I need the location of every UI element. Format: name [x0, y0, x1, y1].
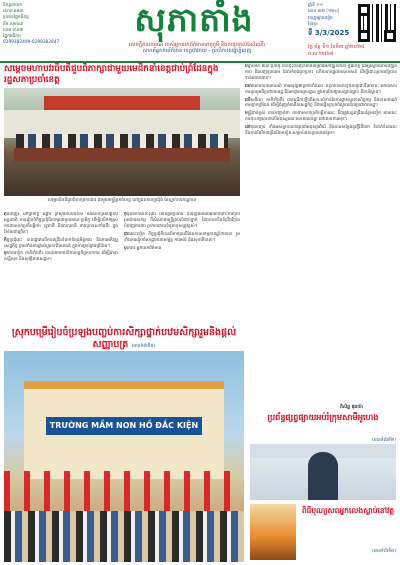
masthead-tagline	[72, 42, 322, 55]
paragraph: កិច្ចប្រជុំនេះ បានផ្តោតលើការពង្រឹងទំនាក់ទំនងមិត្តភាព និងការអភិវឌ្ឍសេដ្ឋកិច្ច ព្រមទាំងការផ្លាស់ប្តូរបទពិសោធន៍ ក្នុងការគ្រប់គ្រងព្រំដែន។	[4, 237, 118, 249]
publisher-line: ផ្នែកអធិការ	[3, 34, 21, 40]
school-sign: TRƯỜNG MẦM NON HỒ ĐẮC KIỆN	[46, 417, 202, 435]
masthead	[0, 0, 400, 62]
second-story-title: ស្រុកបម្រើរៀបចំប្រឡងបញ្ចប់ការសិក្សាថ្នាក់បឋមសិក្សារួមនិងផ្តល់សញ្ញាបត្រ	[11, 327, 237, 350]
publisher-info	[3, 3, 63, 46]
lead-headline[interactable]: សម្តេចមហាបវរធិបតីជួបពិភាក្សាជាមួយមេដឹកនាំខេត្តជាប់ព្រំដែនក្នុងរដ្ឋសភាប្រចាំខេត្ត	[4, 64, 219, 85]
date-line: ថ្ងៃ ច័ន្ទ ទី១ ខែមីនា ឆ្នាំ២០២៥	[308, 44, 365, 50]
paragraph: ជាងនេះទៀត កិច្ចប្រជុំក៏បានពិភាក្សាលើផែនការសកម្មភាពឆ្នាំខាងមុខ រួមទាំងការរៀបចំហេដ្ឋារចនាសម្ព័ន្ធ ការអប់រំ និងសុខាភិបាល។	[124, 231, 240, 243]
paragraph: ម្យ៉ាងទៀត ភាគីទាំងពីរ បានឯកភាពលើការបន្តកិច្ចសហការ ដើម្បីធានាសន្តិសុខ និងសុវត្ថិភាពសង្គម។	[4, 251, 118, 263]
tagline-line-2: សហព័ន្ធសារព័ត៌មាន ខេត្តជាងាយ - ប្រចាំការសង្ហាភ្នំពេញ	[142, 48, 252, 55]
paragraph: នៅចុងបញ្ចប់ ទាំងអស់គ្នាបានថតរូបជាអនុស្សាវរីយ៍ និងបានសម្តែងនូវក្តីរំពឹងថា ទំនាក់ទំនងនេះ នឹងកាន់តែរីកចម្រើនថែមទៀត សម្រាប់ផលប្រយោជន៍រួម។	[245, 125, 397, 137]
newspaper-logo[interactable]: សុភាតាំង	[134, 0, 254, 39]
issue-date	[308, 44, 398, 57]
second-story-photo[interactable]	[4, 351, 244, 562]
paragraph: យោងតាមរបាយការណ៍ ការអនុវត្តគម្រោងទាំងនេះ ទទួលបានលទ្ធផលគួរជាទីមោទនៈ ដោយសារការចូលរួមពីប្រជាពលរដ្ឋ និងអាជ្ញាធរមូលដ្ឋាន ក្នុងការថែរក្សាសណ្តាប់ធ្នាប់ និងបរិស្ថាន។	[245, 83, 397, 95]
box-story-photo[interactable]	[250, 444, 396, 500]
lead-photo-caption: សម្តេចធិបតីជួបពិភាក្សាការងារ ជាមួយមន្ត្រីប្រចាំខេត្ត នៅក្នុងសាលប្រជុំធំ នៃស្នាក់ការកណ្តាល	[47, 198, 197, 203]
publisher-line: ប្រធានផ្នែកនិពន្ធ	[3, 15, 29, 21]
paragraph: ភ្នំពេញ៖ នៅព្រឹកថ្ងៃ អង្គារ ក្រសួងការបរទេស និងសហប្រតិបត្តិការអន្តរជាតិ បានរៀបចំកិច្ចប្រជុំពិភាក្សាជាមួយគណៈប្រតិភូ ដើម្បីលើកកម្ពស់ការងារសហប្រតិបត្តិការ ទ្វេភាគី និងពហុភាគី រវាងប្រទេសទាំងពីរ ក្នុងវិស័យជាច្រើន។	[4, 212, 118, 235]
paragraph: បន្ទាប់មក គណៈប្រតិភូ បានចុះពិនិត្យទីតាំងគម្រោងអភិវឌ្ឍន៍នានា ក្នុងខេត្ត ដើម្បីស្វែងយល់ពីវឌ្ឍនភាព និងបញ្ហាប្រឈម ដែលកំពុងជួបប្រទះ ហើយបានផ្តល់អនុសាសន៍ ដើម្បីដោះស្រាយឱ្យបានទាន់ពេលវេលា។	[245, 64, 397, 81]
thumb-story-headline[interactable]: ពិធីបុណ្យសពអ្នកលេងស្លាប់នៅវត្ត	[301, 506, 395, 515]
thumb-story-photo[interactable]	[250, 504, 296, 560]
tagline-line-1: សេចក្តីរាយការណ៍ របស់អ្នកយកព័ត៌មានមាតុភូមិ និងការរួចរាល់នៃដំណើរ	[128, 42, 266, 48]
qr-code-icon[interactable]	[358, 4, 396, 42]
page-reference: (អានទំព័រទី៥)	[372, 549, 396, 554]
paragraph: ក្នុងឱកាសនោះដែរ ឯកឧត្តមប្រធាន បានថ្លែងអំណរគុណចំពោះការចូលរួមយ៉ាងសកម្ម ពីសំណាក់មន្ត្រីគ្រប់លំដាប់ថ្នាក់ ដែលបានខិតខំប្រឹងប្រែងបំពេញការងារ ប្រកបដោយទំនួលខុសត្រូវខ្ពស់។	[124, 212, 240, 229]
lead-column-right	[245, 64, 397, 404]
issue-line: លេខ ៣២ (១២០)	[308, 9, 340, 15]
publisher-line: និពន្ធនាយក	[3, 3, 23, 8]
publisher-line: សោត ឆត់តា	[3, 9, 24, 15]
box-story-headline[interactable]: ប្រព័ន្ធផ្សព្វផ្សាយអប់រំក្រុមសាមីអូហេង	[267, 412, 379, 422]
publisher-line: នីម សុមាណ	[3, 21, 24, 27]
lead-column-a	[4, 212, 118, 322]
paragraph: លើសពីនេះ ភាគីទាំងពីរ បានលើកឡើងពីសារៈសំខាន់នៃការផ្លាស់ប្តូរពាណិជ្ជកម្ម និងទេសចរណ៍ តាមច្រកព្រំដែន ដើម្បីជំរុញកំណើនសេដ្ឋកិច្ច និងបង្កើនប្រាក់ចំណូលដល់ប្រជាពលរដ្ឋ។	[245, 97, 397, 109]
issue-info	[308, 3, 358, 38]
paragraph: មន្ត្រីជាន់ខ្ពស់ បានបញ្ជាក់ថា ការងារសហប្រតិបត្តិការនេះ នឹងត្រូវបន្តពង្រឹងបន្ថែមទៀត តាមរយៈការចុះហត្ថលេខាលើអនុស្សរណៈយោគយល់គ្នា នៅពេលខាងមុខ។	[245, 111, 397, 123]
issue-number: ទី 3/3/2025	[308, 28, 350, 37]
lead-photo[interactable]	[4, 88, 240, 196]
second-story-headline[interactable]	[4, 327, 244, 353]
issue-line: ឆ្នាំទី ១១	[308, 3, 324, 8]
issue-line: ខែមុន	[308, 22, 318, 28]
author-signoff: ពិសិដ្ឋ ផុងយ៉ា	[340, 405, 363, 410]
publisher-phone: 0299382499-0299382847	[3, 40, 60, 46]
page-reference: (អានទំព័រទី៥)	[131, 344, 156, 349]
publisher-line: ហេង ចាន់ផា	[3, 27, 24, 33]
issue-line: ចេញផ្សាយរៀង	[308, 15, 333, 21]
paragraph: ប្រភព៖ អ្នកយកព័ត៌មាន	[124, 245, 162, 251]
lead-column-b	[124, 212, 240, 322]
masthead-divider	[0, 61, 400, 63]
date-line-2: ព.ស ២៥៦៨	[308, 50, 334, 57]
page-reference: (អានទំព័រទី២)	[371, 438, 396, 443]
